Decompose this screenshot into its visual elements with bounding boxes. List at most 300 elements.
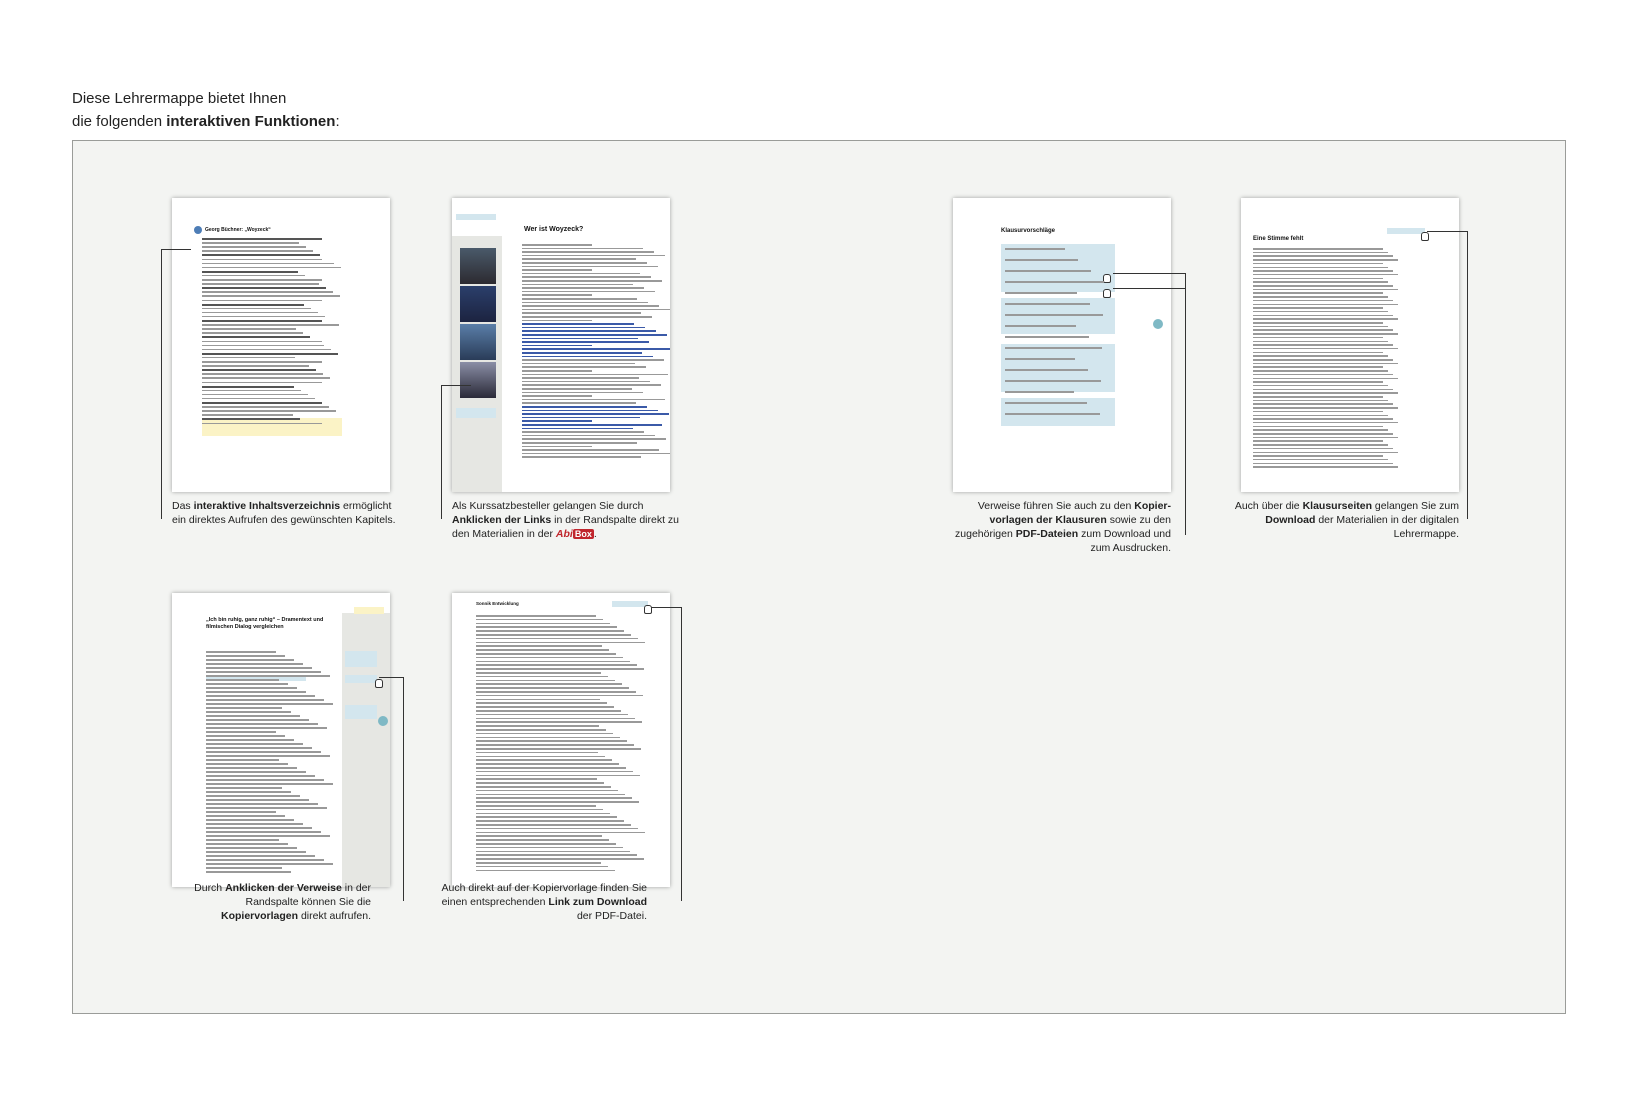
scene-photo <box>460 248 496 284</box>
text-line <box>476 634 631 636</box>
text-line <box>476 847 623 849</box>
text-line <box>522 305 659 307</box>
text-line <box>206 839 279 841</box>
text-line <box>522 359 664 361</box>
text-line <box>1253 426 1383 428</box>
text-line <box>476 794 625 796</box>
text-line <box>1253 437 1398 439</box>
text-line <box>476 683 622 685</box>
text-line <box>522 312 641 314</box>
text-line <box>1253 448 1393 450</box>
text-line <box>522 251 654 253</box>
text-line <box>1253 315 1393 317</box>
text-line <box>1253 255 1393 257</box>
text-line <box>1253 326 1388 328</box>
text-line <box>1005 336 1089 338</box>
text-line <box>206 663 303 665</box>
text-line <box>202 287 326 289</box>
text-line <box>476 767 626 769</box>
text-line <box>202 271 298 273</box>
text-line <box>1253 422 1398 424</box>
text-line <box>522 356 653 358</box>
text-line <box>206 739 294 741</box>
text-line <box>1253 355 1388 357</box>
text-line <box>522 262 647 264</box>
text-line <box>202 279 322 281</box>
text-line <box>1253 307 1383 309</box>
text-line <box>1253 429 1388 431</box>
text-line <box>202 357 295 359</box>
text-line <box>476 858 644 860</box>
text-line <box>1253 285 1393 287</box>
text-line <box>522 381 650 383</box>
text-line <box>206 831 321 833</box>
margin-link[interactable] <box>345 705 377 719</box>
text-line <box>202 353 338 355</box>
text-line <box>206 787 282 789</box>
text-line <box>476 710 621 712</box>
text-line <box>522 384 661 386</box>
text-line <box>522 287 644 289</box>
scene-photo <box>460 362 496 398</box>
hand-cursor-icon <box>375 679 383 688</box>
text-line <box>522 341 649 343</box>
text-line <box>476 691 636 693</box>
dialog-title: „Ich bin ruhig, ganz ruhig“ – Dramentext und filmischen Dialog vergleichen <box>206 617 324 630</box>
hand-cursor-icon <box>1103 289 1111 298</box>
text-line <box>1005 292 1077 294</box>
text-line <box>202 308 311 310</box>
text-line <box>476 854 637 856</box>
margin-link[interactable] <box>345 675 377 683</box>
text-line <box>1005 413 1100 415</box>
caption-toc: Das interaktive Inhaltsverzeichnis ermöglicht ein direktes Aufrufen des gewünschten Kapitels. <box>172 500 396 526</box>
text-line <box>202 312 318 314</box>
text-line <box>206 779 324 781</box>
text-line <box>206 703 333 705</box>
text-line <box>202 304 304 306</box>
text-line <box>522 284 633 286</box>
abibox-link[interactable] <box>456 408 496 418</box>
text-line <box>1005 248 1065 250</box>
caption-connector <box>1113 273 1185 274</box>
woyzeck-title: Wer ist Woyzeck? <box>524 226 584 233</box>
text-line <box>522 345 592 347</box>
text-line <box>1253 311 1388 313</box>
caption-connector <box>651 607 681 608</box>
text-line <box>1253 270 1393 272</box>
page-thumb-klausur[interactable] <box>953 198 1171 492</box>
text-line <box>202 410 336 412</box>
text-line <box>522 456 641 458</box>
text-line <box>476 623 610 625</box>
text-line <box>1253 259 1398 261</box>
text-line <box>206 723 318 725</box>
text-line <box>522 330 656 332</box>
text-line <box>1253 459 1388 461</box>
text-line <box>206 759 279 761</box>
text-line <box>1253 455 1383 457</box>
text-line <box>522 374 668 376</box>
text-line <box>476 866 608 868</box>
text-line <box>1253 370 1388 372</box>
text-line <box>202 361 322 363</box>
text-line <box>206 695 315 697</box>
text-line <box>1253 263 1383 265</box>
text-line <box>476 718 635 720</box>
text-line <box>476 832 645 834</box>
page-thumb-dialog[interactable] <box>172 593 390 887</box>
text-line <box>522 269 592 271</box>
chapter-dot <box>194 226 202 234</box>
text-line <box>522 417 640 419</box>
text-line <box>1253 385 1388 387</box>
text-line <box>206 711 291 713</box>
text-line <box>476 786 611 788</box>
text-line <box>206 671 321 673</box>
text-line <box>206 699 324 701</box>
text-line <box>206 651 276 653</box>
text-line <box>206 867 282 869</box>
tag-badge <box>354 607 384 614</box>
text-line <box>522 323 634 325</box>
klausur-title: Klausurvorschläge <box>1001 228 1056 234</box>
text-line <box>476 809 603 811</box>
text-line <box>476 737 620 739</box>
text-line <box>206 655 285 657</box>
text-line <box>1005 270 1091 272</box>
text-line <box>476 668 644 670</box>
caption-links: Als Kurssatzbesteller gelangen Sie durch Anklicken der Links in der Randspalte direkt zu den Materialien in der Abi Box . <box>452 500 680 540</box>
text-line <box>1253 292 1383 294</box>
text-line <box>1253 407 1398 409</box>
intro-line-2: die folgenden interaktiven Funktionen: <box>72 113 340 130</box>
text-line <box>206 799 309 801</box>
text-line <box>202 336 310 338</box>
text-line <box>202 267 341 269</box>
text-line <box>1253 452 1398 454</box>
text-line <box>202 369 316 371</box>
text-line <box>202 238 322 240</box>
text-line <box>1253 374 1393 376</box>
text-line <box>1005 303 1090 305</box>
text-line <box>206 751 321 753</box>
text-line <box>476 756 605 758</box>
text-line <box>476 771 633 773</box>
text-line <box>202 414 293 416</box>
text-line <box>476 763 619 765</box>
caption-verweise: Durch Anklicken der Verweise in der Randspalte können Sie die Kopiervorlagen direkt aufrufen. <box>194 882 371 922</box>
text-line <box>476 759 612 761</box>
text-line <box>476 680 615 682</box>
text-line <box>476 630 624 632</box>
text-line <box>202 398 315 400</box>
text-line <box>206 719 309 721</box>
text-line <box>1253 433 1393 435</box>
text-line <box>206 835 330 837</box>
text-line <box>476 828 638 830</box>
caption-kopiervorlage: Auch direkt auf der Kopiervorlage finden Sie einen entsprechenden Link zum Download der PDF-Datei. <box>441 882 647 922</box>
text-line <box>1005 259 1078 261</box>
text-line <box>202 324 339 326</box>
text-line <box>206 667 312 669</box>
text-line <box>522 453 670 455</box>
text-line <box>206 871 291 873</box>
text-line <box>476 626 617 628</box>
text-line <box>206 771 306 773</box>
text-line <box>522 248 643 250</box>
text-line <box>206 855 315 857</box>
text-line <box>1253 304 1398 306</box>
text-line <box>202 402 322 404</box>
text-line <box>522 438 666 440</box>
text-line <box>522 420 592 422</box>
text-line <box>476 664 637 666</box>
text-line <box>522 449 659 451</box>
text-line <box>1253 329 1393 331</box>
text-line <box>1253 396 1383 398</box>
text-line <box>202 250 313 252</box>
tab-marker <box>1153 319 1163 329</box>
text-line <box>206 743 303 745</box>
text-line <box>206 675 330 677</box>
text-line <box>206 795 300 797</box>
text-line <box>522 334 667 336</box>
text-line <box>1253 418 1393 420</box>
text-line <box>522 320 592 322</box>
text-line <box>206 859 324 861</box>
margin-link[interactable] <box>456 214 496 220</box>
text-line <box>522 302 648 304</box>
text-line <box>202 291 333 293</box>
text-line <box>1253 466 1398 468</box>
caption-connector <box>441 385 442 519</box>
text-line <box>202 394 308 396</box>
text-line <box>522 410 658 412</box>
text-line <box>1253 440 1383 442</box>
feature-panel <box>72 140 1566 1014</box>
text-line <box>202 316 325 318</box>
text-line <box>206 815 285 817</box>
download-link[interactable] <box>1387 228 1425 234</box>
text-line <box>202 373 323 375</box>
text-line <box>206 683 288 685</box>
toc-title: Georg Büchner: „Woyzeck“ <box>205 227 271 233</box>
text-line <box>1005 314 1103 316</box>
text-line <box>476 752 598 754</box>
text-line <box>1253 267 1388 269</box>
text-line <box>476 615 596 617</box>
text-line <box>522 399 665 401</box>
text-line <box>1253 337 1383 339</box>
caption-download: Auch über die Klausurseiten gelangen Sie zum Download der Materialien in der digitalen Lehrermappe. <box>1234 500 1459 540</box>
text-line <box>476 638 638 640</box>
text-line <box>476 805 596 807</box>
text-line <box>522 406 647 408</box>
text-line <box>476 676 608 678</box>
text-line <box>522 392 643 394</box>
text-line <box>522 327 645 329</box>
text-line <box>522 255 665 257</box>
text-line <box>522 424 662 426</box>
text-line <box>202 283 319 285</box>
text-line <box>522 273 640 275</box>
text-line <box>476 649 609 651</box>
text-line <box>202 365 309 367</box>
text-line <box>1253 344 1393 346</box>
text-line <box>1253 333 1398 335</box>
text-line <box>476 645 602 647</box>
text-line <box>476 733 613 735</box>
text-line <box>476 870 615 872</box>
text-line <box>522 316 652 318</box>
text-line <box>476 820 624 822</box>
text-line <box>206 767 297 769</box>
text-line <box>1253 274 1398 276</box>
text-line <box>1253 400 1388 402</box>
scene-photo <box>460 324 496 360</box>
text-line <box>1253 378 1398 380</box>
abibox-logo: Abi Box <box>555 528 592 540</box>
text-line <box>206 811 276 813</box>
text-line <box>476 813 610 815</box>
text-line <box>476 619 603 621</box>
text-line <box>206 863 333 865</box>
text-line <box>206 727 327 729</box>
text-line <box>522 446 592 448</box>
text-line <box>522 298 637 300</box>
text-line <box>1005 380 1101 382</box>
caption-connector <box>403 677 404 901</box>
page-thumb-kopier[interactable] <box>452 593 670 887</box>
text-line <box>522 366 646 368</box>
text-line <box>476 862 601 864</box>
text-line <box>476 790 618 792</box>
text-line <box>206 783 333 785</box>
text-line <box>1253 341 1388 343</box>
intro-text <box>72 87 340 133</box>
text-line <box>206 715 300 717</box>
text-line <box>202 423 322 425</box>
text-line <box>1253 392 1398 394</box>
text-line <box>1253 252 1388 254</box>
text-line <box>522 431 644 433</box>
text-line <box>202 386 294 388</box>
text-line <box>476 748 641 750</box>
hand-cursor-icon <box>1103 274 1111 283</box>
text-line <box>202 263 334 265</box>
caption-connector <box>1185 273 1186 535</box>
text-line <box>1253 352 1383 354</box>
text-line <box>206 755 330 757</box>
text-line <box>522 291 655 293</box>
text-line <box>206 687 297 689</box>
text-line <box>476 702 607 704</box>
text-line <box>476 687 629 689</box>
text-line <box>1253 296 1388 298</box>
download-link[interactable] <box>612 601 648 607</box>
text-line <box>476 816 617 818</box>
text-line <box>206 851 306 853</box>
text-line <box>522 309 670 311</box>
page-thumb-stimme[interactable] <box>1241 198 1459 492</box>
text-line <box>202 295 340 297</box>
caption-connector <box>1113 288 1185 289</box>
scene-photo <box>460 286 496 322</box>
text-line <box>476 642 645 644</box>
page-thumb-toc[interactable] <box>172 198 390 492</box>
text-line <box>202 242 299 244</box>
klausur-box-3 <box>1001 344 1115 392</box>
text-line <box>476 699 600 701</box>
text-line <box>1005 402 1087 404</box>
text-line <box>1253 289 1398 291</box>
text-line <box>522 428 633 430</box>
text-line <box>476 729 606 731</box>
page-thumb-woyzeck[interactable] <box>452 198 670 492</box>
text-line <box>202 320 322 322</box>
text-line <box>522 258 636 260</box>
text-line <box>522 435 655 437</box>
text-line <box>476 843 616 845</box>
text-line <box>202 382 322 384</box>
text-line <box>1005 391 1074 393</box>
text-line <box>522 413 669 415</box>
text-line <box>476 721 642 723</box>
caption-connector <box>441 385 471 386</box>
text-line <box>206 807 327 809</box>
text-line <box>522 294 592 296</box>
text-line <box>202 332 303 334</box>
margin-link[interactable] <box>345 651 377 667</box>
text-line <box>202 345 324 347</box>
text-line <box>206 691 306 693</box>
text-line <box>206 819 294 821</box>
text-line <box>206 731 276 733</box>
toc-highlight <box>202 418 342 436</box>
text-line <box>522 377 639 379</box>
hand-cursor-icon <box>1421 232 1429 241</box>
text-line <box>206 747 312 749</box>
text-line <box>476 801 639 803</box>
text-line <box>522 266 658 268</box>
text-line <box>1253 300 1393 302</box>
text-line <box>476 744 634 746</box>
text-line <box>522 370 592 372</box>
text-line <box>1253 463 1393 465</box>
text-line <box>522 244 592 246</box>
klausur-box-1 <box>1001 244 1115 292</box>
text-line <box>522 280 662 282</box>
text-line <box>1253 403 1393 405</box>
text-line <box>476 839 609 841</box>
text-line <box>206 763 288 765</box>
text-line <box>476 824 631 826</box>
tab-marker <box>378 716 388 726</box>
text-line <box>202 275 305 277</box>
caption-connector <box>1427 231 1467 232</box>
text-line <box>1253 278 1383 280</box>
text-line <box>202 300 322 302</box>
text-line <box>1253 366 1383 368</box>
text-line <box>522 442 637 444</box>
text-line <box>1253 359 1393 361</box>
text-line <box>1005 358 1075 360</box>
text-line <box>476 714 628 716</box>
text-line <box>206 847 297 849</box>
text-line <box>476 672 601 674</box>
caption-connector <box>379 677 403 678</box>
